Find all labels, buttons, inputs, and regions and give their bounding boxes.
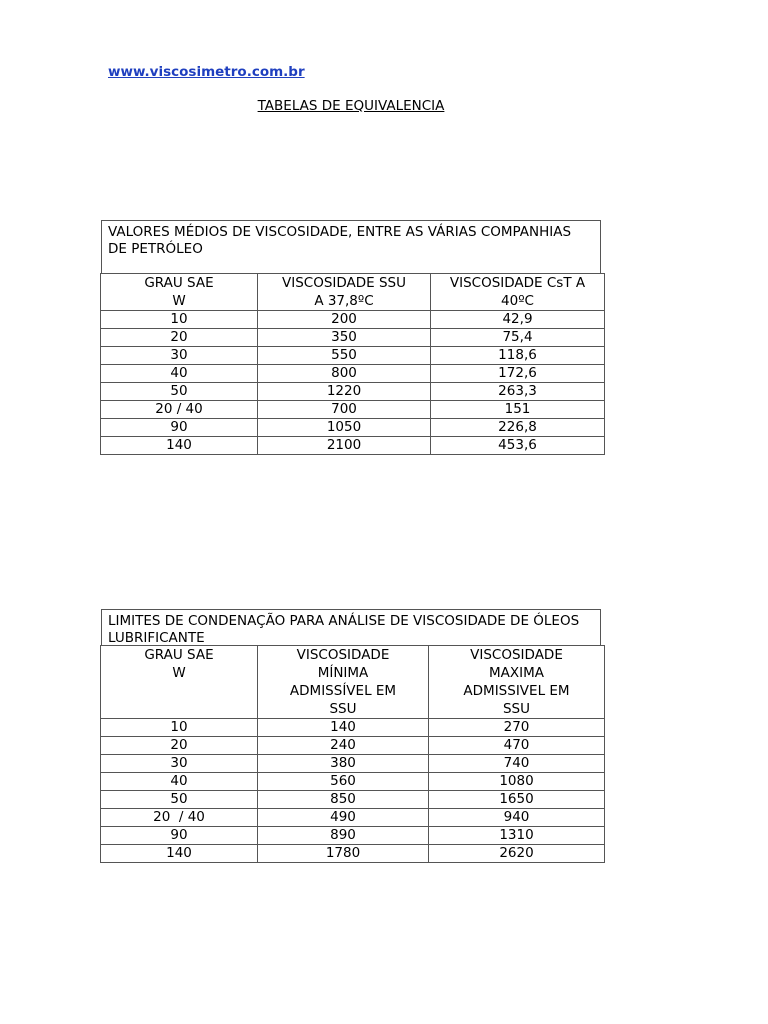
table-cell: 140 <box>101 437 258 455</box>
table-row <box>101 365 605 383</box>
header-line: ADMISSIVEL EM <box>463 683 570 699</box>
table-cell: 1220 <box>258 383 431 401</box>
table2 <box>100 645 605 863</box>
table-cell: 1650 <box>429 791 605 809</box>
table-cell: 800 <box>258 365 431 383</box>
table1 <box>100 273 605 455</box>
table-cell: 2100 <box>258 437 431 455</box>
table-cell: 30 <box>101 755 258 773</box>
table2-header-row <box>101 646 605 719</box>
table-cell: 140 <box>258 719 429 737</box>
header-line: VISCOSIDADE <box>296 647 390 663</box>
table-row <box>101 773 605 791</box>
header-line: GRAU SAE <box>144 647 214 663</box>
table1-caption: VALORES MÉDIOS DE VISCOSIDADE, ENTRE AS VÁRIAS COMPANHIAS DE PETRÓLEO <box>101 220 601 273</box>
header-line: GRAU SAE <box>144 275 214 291</box>
table-cell: 1310 <box>429 827 605 845</box>
table-cell: 470 <box>429 737 605 755</box>
header-line: ADMISSÍVEL EM <box>289 683 397 699</box>
table-cell: 30 <box>101 347 258 365</box>
table-cell: 40 <box>101 773 258 791</box>
table-cell: 200 <box>258 311 431 329</box>
table2-caption: LIMITES DE CONDENAÇÃO PARA ANÁLISE DE VISCOSIDADE DE ÓLEOS LUBRIFICANTE <box>101 609 601 645</box>
table-cell: 50 <box>101 383 258 401</box>
table-cell: 118,6 <box>431 347 605 365</box>
table-row <box>101 737 605 755</box>
table1-header-col-1 <box>258 274 431 311</box>
header-line: W <box>172 665 186 681</box>
table-row <box>101 419 605 437</box>
table-row <box>101 809 605 827</box>
table-cell: 20 / 40 <box>101 401 258 419</box>
table-cell: 560 <box>258 773 429 791</box>
table-cell: 700 <box>258 401 431 419</box>
table1-header-col-2 <box>431 274 605 311</box>
header-line: VISCOSIDADE <box>470 647 563 663</box>
header-line: 40ºC <box>501 293 534 309</box>
table-cell: 10 <box>101 719 258 737</box>
table-cell: 1080 <box>429 773 605 791</box>
table-cell: 380 <box>258 755 429 773</box>
table-cell: 1050 <box>258 419 431 437</box>
header-line: VISCOSIDADE CsT A <box>449 275 586 291</box>
table-row <box>101 401 605 419</box>
table-cell: 50 <box>101 791 258 809</box>
table-cell: 270 <box>429 719 605 737</box>
table-cell: 151 <box>431 401 605 419</box>
table-cell: 453,6 <box>431 437 605 455</box>
header-line: MÍNIMA <box>317 665 369 681</box>
header-line: SSU <box>502 701 531 717</box>
table-row <box>101 755 605 773</box>
table-cell: 20 <box>101 737 258 755</box>
table-cell: 890 <box>258 827 429 845</box>
table-cell: 2620 <box>429 845 605 863</box>
table2-header-col-2 <box>429 646 605 719</box>
table-cell: 90 <box>101 419 258 437</box>
table-cell: 350 <box>258 329 431 347</box>
table-cell: 140 <box>101 845 258 863</box>
table-row <box>101 329 605 347</box>
table-cell: 90 <box>101 827 258 845</box>
table2-header-col-0 <box>101 646 258 719</box>
table-cell: 226,8 <box>431 419 605 437</box>
table-cell: 20 / 40 <box>101 809 258 827</box>
table-row <box>101 719 605 737</box>
table-cell: 240 <box>258 737 429 755</box>
table-cell: 75,4 <box>431 329 605 347</box>
table-row <box>101 791 605 809</box>
table-cell: 263,3 <box>431 383 605 401</box>
table-cell: 1780 <box>258 845 429 863</box>
table-cell: 42,9 <box>431 311 605 329</box>
header-line: SSU <box>329 701 357 717</box>
table-row <box>101 437 605 455</box>
document-title: TABELAS DE EQUIVALENCIA <box>257 98 445 114</box>
table2-header-col-1 <box>258 646 429 719</box>
table-cell: 550 <box>258 347 431 365</box>
table-row <box>101 311 605 329</box>
table-cell: 172,6 <box>431 365 605 383</box>
table1-header-col-0 <box>101 274 258 311</box>
table-row <box>101 347 605 365</box>
header-line: VISCOSIDADE SSU <box>281 275 407 291</box>
table1-header-row <box>101 274 605 311</box>
table-cell: 10 <box>101 311 258 329</box>
website-link[interactable]: www.viscosimetro.com.br <box>108 64 305 80</box>
table-cell: 490 <box>258 809 429 827</box>
table-cell: 740 <box>429 755 605 773</box>
header-line: A 37,8ºC <box>314 293 374 309</box>
table-row <box>101 383 605 401</box>
header-line: MAXIMA <box>489 665 544 681</box>
table-row <box>101 845 605 863</box>
table-cell: 850 <box>258 791 429 809</box>
table-row <box>101 827 605 845</box>
table-cell: 20 <box>101 329 258 347</box>
table-cell: 40 <box>101 365 258 383</box>
table-cell: 940 <box>429 809 605 827</box>
header-line: W <box>172 293 186 309</box>
